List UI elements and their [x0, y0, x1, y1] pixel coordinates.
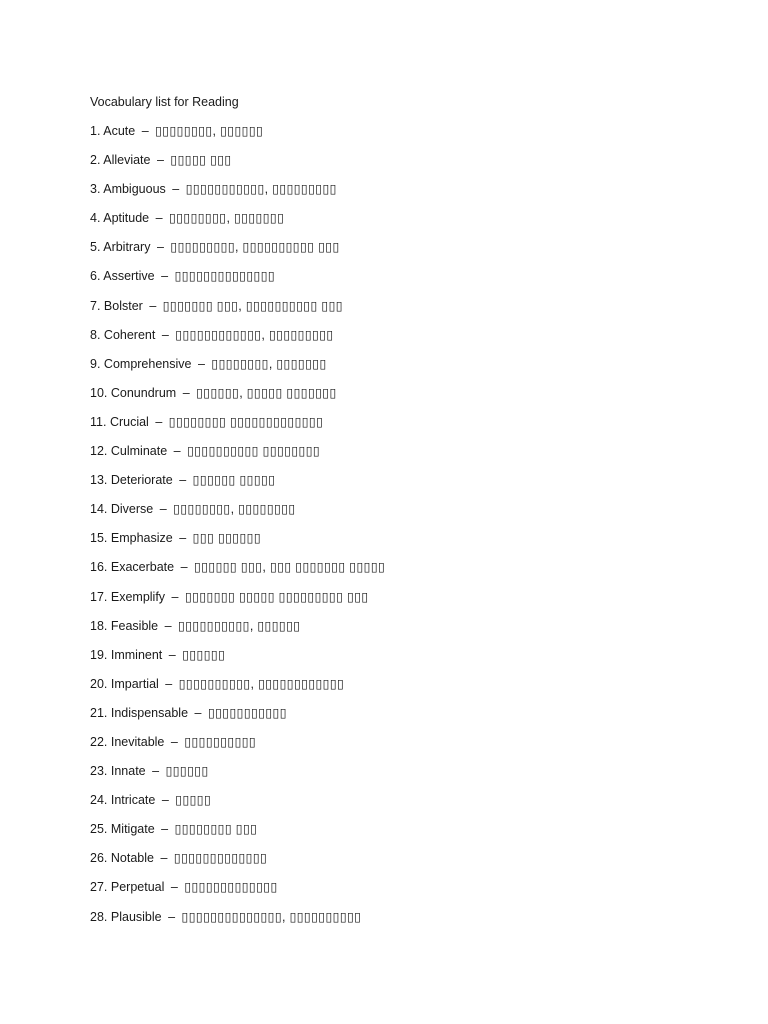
vocab-item-number: 13. [90, 473, 108, 488]
vocab-item [90, 354, 730, 374]
vocab-item-meaning: ▯▯▯▯▯▯▯▯▯▯ ▯▯▯▯▯▯▯▯ [187, 444, 321, 459]
vocab-item-word: Exacerbate [110, 560, 175, 575]
vocab-item-number: 2. [90, 153, 101, 168]
vocab-item-meaning: ▯▯▯▯▯▯▯▯, ▯▯▯▯▯▯▯▯ [173, 502, 296, 517]
vocab-item [90, 470, 730, 490]
vocab-item-separator: – [171, 589, 179, 604]
vocab-item [90, 557, 730, 577]
vocab-item-meaning: ▯▯▯▯▯▯▯▯▯▯ [184, 734, 257, 749]
vocab-item-separator: – [168, 909, 176, 924]
vocab-item-word: Notable [110, 851, 154, 866]
vocab-item-meaning: ▯▯▯▯▯▯▯▯▯▯▯▯▯▯, ▯▯▯▯▯▯▯▯▯▯ [181, 909, 362, 924]
vocab-item-word: Indispensable [110, 705, 189, 720]
vocab-item-number: 14. [90, 502, 108, 517]
vocab-item-meaning: ▯▯▯▯▯▯ [182, 647, 226, 662]
vocab-item-number: 12. [90, 444, 108, 459]
vocab-item-meaning: ▯▯▯▯▯▯▯ ▯▯▯▯▯ ▯▯▯▯▯▯▯▯▯ ▯▯▯ [184, 589, 369, 604]
vocab-item-meaning: ▯▯▯▯▯▯ ▯▯▯, ▯▯▯ ▯▯▯▯▯▯▯ ▯▯▯▯▯ [194, 560, 386, 575]
vocab-item-word: Inevitable [110, 734, 165, 749]
vocab-item-separator: – [155, 414, 163, 429]
vocab-item [90, 412, 730, 432]
vocab-item-number: 4. [90, 211, 101, 226]
vocab-item-word: Mitigate [110, 822, 155, 837]
vocab-item-meaning: ▯▯▯▯▯▯▯▯▯▯▯▯▯ [173, 851, 268, 866]
vocab-item [90, 907, 730, 927]
vocab-item-meaning: ▯▯▯▯▯▯▯▯▯▯, ▯▯▯▯▯▯▯▯▯▯▯▯ [178, 676, 345, 691]
vocab-item-number: 11. [90, 414, 107, 429]
vocab-item-number: 7. [90, 298, 101, 313]
vocab-item-separator: – [159, 502, 167, 517]
vocab-item-number: 6. [90, 269, 101, 284]
vocab-item-separator: – [160, 851, 168, 866]
vocab-item-separator: – [194, 705, 202, 720]
vocab-item-word: Bolster [103, 298, 143, 313]
document-title: Vocabulary list for Reading [90, 95, 239, 109]
vocab-item-number: 20. [90, 676, 108, 691]
vocab-item-number: 22. [90, 734, 108, 749]
vocab-item-word: Impartial [110, 676, 159, 691]
vocab-item-number: 21. [90, 705, 108, 720]
vocab-item-meaning: ▯▯▯▯▯▯ ▯▯▯▯▯ [192, 473, 276, 488]
vocab-item-meaning: ▯▯▯▯▯ ▯▯▯ [170, 153, 232, 168]
vocab-item-number: 18. [90, 618, 108, 633]
vocab-item-separator: – [197, 356, 205, 371]
vocab-item-word: Ambiguous [103, 182, 166, 197]
vocab-item-separator: – [179, 531, 187, 546]
vocab-item [90, 499, 730, 519]
vocab-item [90, 732, 730, 752]
vocab-item-meaning: ▯▯▯▯▯▯▯▯ ▯▯▯ [174, 822, 258, 837]
vocab-item-word: Exemplify [110, 589, 166, 604]
vocab-item-separator: – [170, 880, 178, 895]
vocab-item-word: Coherent [103, 327, 156, 342]
vocab-item-word: Arbitrary [103, 240, 151, 255]
vocab-item-meaning: ▯▯▯▯▯▯▯▯▯, ▯▯▯▯▯▯▯▯▯▯ ▯▯▯ [170, 240, 340, 255]
vocab-item [90, 266, 730, 286]
vocab-item-number: 25. [90, 822, 108, 837]
vocab-item-number: 3. [90, 182, 101, 197]
vocab-item-meaning: ▯▯▯▯▯▯, ▯▯▯▯▯ ▯▯▯▯▯▯▯ [196, 385, 337, 400]
vocab-item [90, 121, 730, 141]
vocab-item-separator: – [182, 385, 190, 400]
vocab-item-number: 28. [90, 909, 108, 924]
vocab-item-separator: – [161, 327, 169, 342]
vocab-item [90, 761, 730, 781]
vocab-item-meaning: ▯▯▯▯▯▯▯▯, ▯▯▯▯▯▯▯ [169, 211, 285, 226]
vocab-item-meaning: ▯▯▯▯▯▯▯▯ ▯▯▯▯▯▯▯▯▯▯▯▯▯ [168, 414, 324, 429]
vocab-item-word: Acute [103, 124, 136, 138]
vocab-item-meaning: ▯▯▯▯▯▯▯ ▯▯▯, ▯▯▯▯▯▯▯▯▯▯ ▯▯▯ [162, 298, 343, 313]
vocab-item-separator: – [156, 153, 164, 168]
vocab-item-word: Crucial [109, 414, 149, 429]
vocab-item-meaning: ▯▯▯ ▯▯▯▯▯▯ [192, 531, 262, 546]
vocab-item-separator: – [161, 822, 169, 837]
vocab-item [90, 237, 730, 257]
vocab-item-number: 27. [90, 880, 108, 895]
vocab-item-separator: – [152, 764, 160, 779]
vocab-item-meaning: ▯▯▯▯▯ [175, 793, 212, 808]
vocab-item-separator: – [164, 618, 172, 633]
vocab-item-separator: – [170, 734, 178, 749]
vocab-item-meaning: ▯▯▯▯▯▯▯▯, ▯▯▯▯▯▯ [155, 124, 264, 138]
vocab-item-meaning: ▯▯▯▯▯▯▯▯▯▯▯▯▯ [184, 880, 278, 895]
vocab-item-separator: – [141, 124, 149, 138]
vocab-item-word: Alleviate [103, 153, 151, 168]
document-body [90, 92, 730, 936]
vocab-item-separator: – [156, 240, 164, 255]
vocab-item [90, 819, 730, 839]
vocab-item [90, 325, 730, 345]
vocab-item-word: Conundrum [110, 385, 177, 400]
vocab-item [90, 790, 730, 810]
vocab-item-number: 24. [90, 793, 108, 808]
vocab-item-word: Imminent [110, 647, 163, 662]
vocab-item-number: 15. [90, 531, 108, 546]
vocab-item-word: Comprehensive [103, 356, 192, 371]
vocab-item-separator: – [161, 269, 169, 284]
vocab-item [90, 848, 730, 868]
vocab-item-number: 10. [90, 385, 108, 400]
vocab-item [90, 179, 730, 199]
vocab-item-separator: – [173, 444, 181, 459]
vocab-item-separator: – [155, 211, 163, 226]
vocab-item [90, 383, 730, 403]
vocab-item [90, 296, 730, 316]
vocab-item-meaning: ▯▯▯▯▯▯▯▯▯▯▯, ▯▯▯▯▯▯▯▯▯ [185, 182, 337, 197]
vocab-item-separator: – [149, 298, 157, 313]
vocab-item [90, 208, 730, 228]
vocab-item [90, 528, 730, 548]
vocab-item [90, 674, 730, 694]
vocab-item-separator: – [161, 793, 169, 808]
vocab-list [90, 121, 730, 927]
vocab-item [90, 441, 730, 461]
vocab-item [90, 616, 730, 636]
vocab-item [90, 645, 730, 665]
vocab-item [90, 877, 730, 897]
vocab-item-number: 8. [90, 327, 101, 342]
vocab-item-word: Plausible [110, 909, 162, 924]
vocab-item-meaning: ▯▯▯▯▯▯▯▯▯▯▯▯▯▯ [174, 269, 276, 284]
vocab-item-meaning: ▯▯▯▯▯▯▯▯▯▯, ▯▯▯▯▯▯ [178, 618, 301, 633]
vocab-item-number: 1. [90, 124, 101, 138]
vocab-item-word: Culminate [110, 444, 168, 459]
vocab-item-number: 17. [90, 589, 108, 604]
vocab-item-word: Perpetual [110, 880, 165, 895]
vocab-item-number: 5. [90, 240, 101, 255]
vocab-item-meaning: ▯▯▯▯▯▯▯▯▯▯▯▯, ▯▯▯▯▯▯▯▯▯ [175, 327, 334, 342]
vocab-item-word: Aptitude [103, 211, 150, 226]
vocab-item-number: 16. [90, 560, 108, 575]
vocab-item-separator: – [168, 647, 176, 662]
vocab-item-separator: – [172, 182, 180, 197]
vocab-item-meaning: ▯▯▯▯▯▯▯▯, ▯▯▯▯▯▯▯ [211, 356, 327, 371]
vocab-item-number: 23. [90, 764, 108, 779]
vocab-item-word: Emphasize [110, 531, 173, 546]
vocab-item-separator: – [165, 676, 173, 691]
vocab-item-meaning: ▯▯▯▯▯▯ [165, 764, 209, 779]
vocab-item-word: Deteriorate [110, 473, 173, 488]
vocab-item-number: 19. [90, 647, 108, 662]
vocab-item-word: Assertive [103, 269, 155, 284]
vocab-item-word: Intricate [110, 793, 156, 808]
vocab-item-separator: – [179, 473, 187, 488]
vocab-item [90, 703, 730, 723]
vocab-item-word: Diverse [110, 502, 154, 517]
vocab-item-word: Feasible [110, 618, 159, 633]
vocab-item [90, 587, 730, 607]
vocab-item-word: Innate [110, 764, 146, 779]
vocab-item-number: 9. [90, 356, 101, 371]
vocab-item [90, 150, 730, 170]
vocab-item-separator: – [180, 560, 188, 575]
vocab-item-meaning: ▯▯▯▯▯▯▯▯▯▯▯ [207, 705, 287, 720]
vocab-item-number: 26. [90, 851, 108, 866]
